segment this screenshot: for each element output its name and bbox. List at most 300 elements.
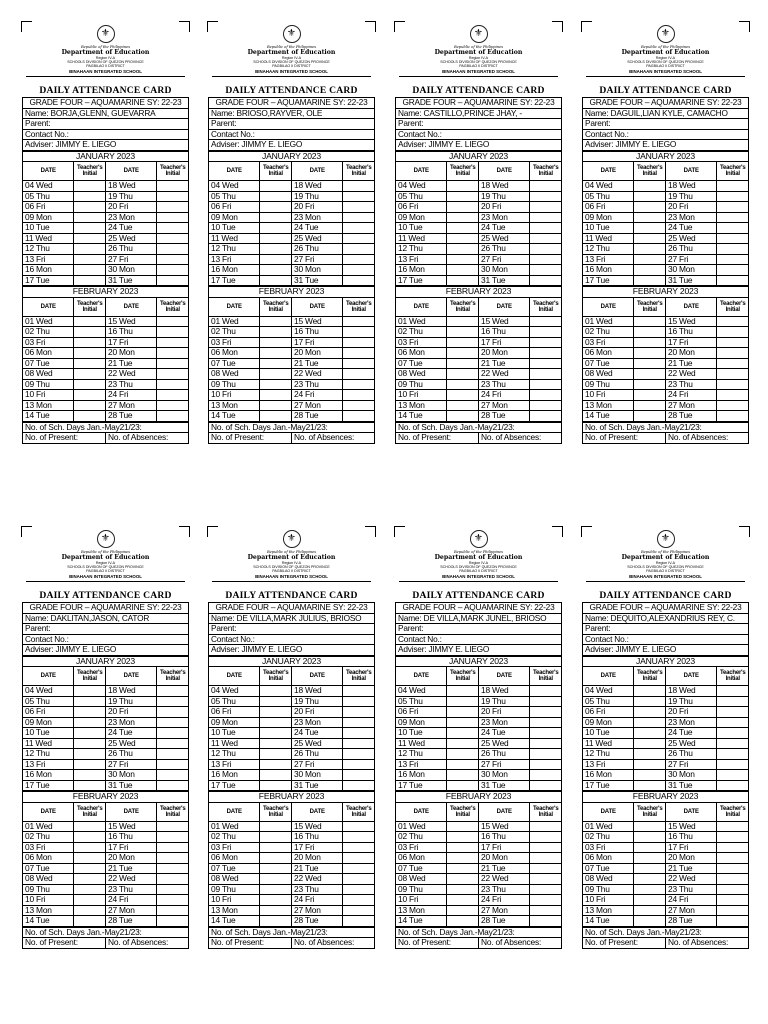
adviser-field: Adviser: JIMMY E. LIEGO: [583, 645, 749, 656]
attendance-row: [23, 254, 189, 265]
date-cell: 22 Wed: [291, 874, 342, 885]
date-cell: 11 Wed: [396, 738, 447, 749]
date-column-header: DATE: [23, 297, 74, 316]
initial-cell: [530, 874, 562, 885]
region-line: Region IV-A: [655, 56, 676, 60]
date-cell: 30 Mon: [105, 770, 156, 781]
attendance-card: [22, 22, 189, 444]
attendance-row: [396, 233, 562, 244]
initial-cell: [447, 275, 479, 286]
date-cell: 21 Tue: [105, 358, 156, 369]
initial-cell: [157, 202, 189, 213]
initial-cell: [260, 749, 292, 760]
initial-cell: [634, 728, 666, 739]
date-column-header: DATE: [665, 667, 716, 686]
initial-cell: [717, 202, 749, 213]
attendance-card: [208, 22, 375, 444]
initial-cell: [717, 738, 749, 749]
crop-mark: [365, 526, 376, 537]
date-cell: 10 Tue: [396, 223, 447, 234]
date-cell: 23 Mon: [478, 717, 529, 728]
parent-field: Parent:: [209, 624, 375, 635]
attendance-row: [583, 884, 749, 895]
initial-cell: [260, 717, 292, 728]
attendance-row: [23, 379, 189, 390]
initial-cell: [157, 832, 189, 843]
date-column-header: DATE: [105, 667, 156, 686]
teachers-initial-column-header: Teacher's Initial: [74, 802, 106, 821]
attendance-row: [396, 821, 562, 832]
date-column-header: DATE: [23, 802, 74, 821]
date-cell: 02 Thu: [583, 327, 634, 338]
date-cell: 21 Tue: [665, 358, 716, 369]
attendance-row: [209, 181, 375, 192]
initial-cell: [260, 212, 292, 223]
date-cell: 13 Fri: [396, 759, 447, 770]
date-cell: 16 Thu: [665, 327, 716, 338]
date-cell: 28 Tue: [105, 411, 156, 422]
attendance-row: [396, 842, 562, 853]
initial-cell: [530, 895, 562, 906]
teachers-initial-column-header: Teacher's Initial: [447, 802, 479, 821]
card-footer: [22, 927, 189, 949]
header-divider: [212, 76, 371, 77]
attendance-row: [583, 265, 749, 276]
initial-cell: [157, 696, 189, 707]
date-cell: 23 Thu: [105, 884, 156, 895]
month-title: FEBRUARY 2023: [23, 792, 189, 803]
initial-cell: [530, 770, 562, 781]
date-cell: 27 Mon: [105, 400, 156, 411]
date-cell: 14 Tue: [209, 411, 260, 422]
date-cell: 01 Wed: [23, 316, 74, 327]
date-cell: 28 Tue: [291, 411, 342, 422]
parent-field: Parent:: [23, 624, 189, 635]
initial-cell: [74, 895, 106, 906]
february-table: [208, 791, 375, 927]
card-footer: [395, 927, 562, 949]
initial-cell: [260, 738, 292, 749]
region-line: Region IV-A: [468, 561, 489, 565]
student-name: Name: DAKLITAN,JASON, CATOR: [23, 613, 189, 624]
date-cell: 16 Thu: [291, 832, 342, 843]
initial-cell: [447, 728, 479, 739]
date-cell: 30 Mon: [665, 770, 716, 781]
date-cell: 05 Thu: [583, 696, 634, 707]
attendance-row: [23, 884, 189, 895]
attendance-row: [209, 749, 375, 760]
date-cell: 09 Thu: [23, 379, 74, 390]
department-line: Department of Education: [434, 49, 523, 56]
attendance-row: [396, 316, 562, 327]
attendance-row: [396, 244, 562, 255]
date-cell: 10 Tue: [396, 728, 447, 739]
date-cell: 28 Tue: [478, 411, 529, 422]
school-line: BINAHAAN INTEGRATED SCHOOL: [69, 68, 142, 74]
initial-cell: [74, 202, 106, 213]
initial-cell: [530, 265, 562, 276]
attendance-row: [23, 874, 189, 885]
initial-cell: [74, 874, 106, 885]
initial-cell: [260, 244, 292, 255]
attendance-row: [209, 780, 375, 791]
initial-cell: [530, 686, 562, 697]
teachers-initial-column-header: Teacher's Initial: [260, 802, 292, 821]
card-title: DAILY ATTENDANCE CARD: [39, 85, 172, 96]
initial-cell: [157, 717, 189, 728]
teachers-initial-column-header: Teacher's Initial: [447, 297, 479, 316]
initial-cell: [343, 738, 375, 749]
absences-field: No. of Absences:: [106, 938, 189, 949]
date-cell: 13 Mon: [23, 905, 74, 916]
date-cell: 27 Mon: [665, 400, 716, 411]
date-cell: 31 Tue: [665, 275, 716, 286]
grade-line: GRADE FOUR – AQUAMARINE SY: 22-23: [583, 98, 749, 109]
attendance-row: [396, 696, 562, 707]
initial-cell: [157, 390, 189, 401]
date-cell: 09 Thu: [583, 884, 634, 895]
attendance-row: [396, 327, 562, 338]
division-line: SCHOOLS DIVISION OF QUEZON PROVINCE: [627, 565, 704, 570]
attendance-row: [23, 358, 189, 369]
date-cell: 05 Thu: [396, 191, 447, 202]
deped-seal-icon: ⚜: [470, 530, 488, 548]
school-days-field: No. of Sch. Days Jan.-May21/23:: [396, 422, 562, 433]
attendance-row: [396, 853, 562, 864]
district-line: PAGBILAO II DISTRICT: [459, 64, 498, 69]
date-cell: 27 Fri: [665, 759, 716, 770]
date-cell: 09 Mon: [23, 717, 74, 728]
department-line: Department of Education: [434, 554, 523, 561]
initial-cell: [717, 223, 749, 234]
initial-cell: [447, 265, 479, 276]
date-cell: 16 Mon: [23, 770, 74, 781]
initial-cell: [530, 233, 562, 244]
date-cell: 11 Wed: [23, 233, 74, 244]
initial-cell: [157, 759, 189, 770]
initial-cell: [343, 905, 375, 916]
date-cell: 24 Tue: [478, 223, 529, 234]
attendance-row: [583, 759, 749, 770]
initial-cell: [717, 358, 749, 369]
date-cell: 13 Mon: [209, 400, 260, 411]
month-title: JANUARY 2023: [209, 151, 375, 162]
date-cell: 15 Wed: [291, 821, 342, 832]
attendance-row: [23, 916, 189, 927]
attendance-row: [396, 379, 562, 390]
date-cell: 13 Mon: [396, 400, 447, 411]
date-cell: 20 Fri: [478, 202, 529, 213]
date-cell: 13 Mon: [583, 400, 634, 411]
deped-seal-icon: ⚜: [97, 25, 115, 43]
date-cell: 24 Fri: [105, 895, 156, 906]
attendance-row: [209, 223, 375, 234]
date-cell: 12 Thu: [396, 244, 447, 255]
initial-cell: [343, 853, 375, 864]
school-days-field: No. of Sch. Days Jan.-May21/23:: [23, 927, 189, 938]
initial-cell: [447, 717, 479, 728]
date-cell: 10 Fri: [583, 895, 634, 906]
initial-cell: [260, 275, 292, 286]
initial-cell: [634, 358, 666, 369]
date-cell: 18 Wed: [105, 181, 156, 192]
teachers-initial-column-header: Teacher's Initial: [343, 297, 375, 316]
attendance-row: [23, 895, 189, 906]
attendance-row: [23, 717, 189, 728]
date-cell: 09 Mon: [209, 717, 260, 728]
school-line: BINAHAAN INTEGRATED SCHOOL: [629, 68, 702, 74]
student-info: [22, 97, 189, 151]
initial-cell: [717, 884, 749, 895]
date-cell: 20 Mon: [105, 348, 156, 359]
initial-cell: [530, 254, 562, 265]
initial-cell: [717, 916, 749, 927]
parent-field: Parent:: [396, 119, 562, 130]
date-cell: 02 Thu: [583, 832, 634, 843]
initial-cell: [447, 884, 479, 895]
date-cell: 07 Tue: [396, 863, 447, 874]
attendance-row: [23, 853, 189, 864]
student-info: [208, 97, 375, 151]
initial-cell: [530, 411, 562, 422]
date-cell: 26 Thu: [478, 749, 529, 760]
attendance-row: [209, 853, 375, 864]
initial-cell: [260, 905, 292, 916]
initial-cell: [260, 358, 292, 369]
month-title: FEBRUARY 2023: [583, 792, 749, 803]
date-cell: 31 Tue: [291, 780, 342, 791]
initial-cell: [717, 400, 749, 411]
initial-cell: [343, 202, 375, 213]
attendance-row: [583, 233, 749, 244]
initial-cell: [343, 707, 375, 718]
attendance-row: [583, 244, 749, 255]
attendance-row: [23, 728, 189, 739]
date-column-header: DATE: [291, 802, 342, 821]
initial-cell: [260, 770, 292, 781]
card-title: DAILY ATTENDANCE CARD: [412, 590, 545, 601]
present-field: No. of Present:: [209, 938, 292, 949]
initial-cell: [447, 316, 479, 327]
date-cell: 02 Thu: [23, 327, 74, 338]
attendance-row: [583, 379, 749, 390]
date-cell: 23 Mon: [665, 717, 716, 728]
date-cell: 15 Wed: [478, 316, 529, 327]
initial-cell: [157, 316, 189, 327]
attendance-row: [583, 895, 749, 906]
initial-cell: [530, 905, 562, 916]
initial-cell: [343, 749, 375, 760]
absences-field: No. of Absences:: [292, 938, 375, 949]
february-table: [208, 286, 375, 422]
date-cell: 27 Mon: [291, 400, 342, 411]
date-cell: 17 Fri: [478, 337, 529, 348]
contact-field: Contact No.:: [23, 129, 189, 140]
attendance-card: [395, 527, 562, 949]
absences-field: No. of Absences:: [292, 433, 375, 444]
date-cell: 20 Fri: [291, 707, 342, 718]
initial-cell: [74, 728, 106, 739]
attendance-row: [396, 212, 562, 223]
student-info: [22, 602, 189, 656]
grade-line: GRADE FOUR – AQUAMARINE SY: 22-23: [396, 603, 562, 614]
date-cell: 14 Tue: [396, 916, 447, 927]
date-cell: 17 Tue: [396, 780, 447, 791]
teachers-initial-column-header: Teacher's Initial: [343, 667, 375, 686]
initial-cell: [157, 411, 189, 422]
date-cell: 03 Fri: [23, 842, 74, 853]
card-header: [208, 527, 375, 590]
date-column-header: DATE: [665, 297, 716, 316]
attendance-row: [583, 316, 749, 327]
attendance-row: [396, 337, 562, 348]
grade-line: GRADE FOUR – AQUAMARINE SY: 22-23: [23, 603, 189, 614]
student-info: [395, 602, 562, 656]
initial-cell: [634, 202, 666, 213]
initial-cell: [343, 874, 375, 885]
date-cell: 27 Mon: [105, 905, 156, 916]
initial-cell: [74, 686, 106, 697]
date-cell: 07 Tue: [209, 863, 260, 874]
date-cell: 18 Wed: [478, 181, 529, 192]
attendance-row: [396, 686, 562, 697]
crop-mark: [207, 21, 218, 32]
teachers-initial-column-header: Teacher's Initial: [530, 297, 562, 316]
initial-cell: [157, 275, 189, 286]
date-cell: 10 Fri: [23, 390, 74, 401]
date-column-header: DATE: [209, 297, 260, 316]
initial-cell: [717, 832, 749, 843]
initial-cell: [260, 233, 292, 244]
february-table: [22, 286, 189, 422]
attendance-row: [209, 358, 375, 369]
attendance-row: [583, 181, 749, 192]
date-cell: 23 Thu: [291, 379, 342, 390]
republic-line: Republic of the Philippines: [640, 550, 691, 554]
date-cell: 25 Wed: [665, 738, 716, 749]
initial-cell: [74, 369, 106, 380]
region-line: Region IV-A: [281, 56, 302, 60]
date-cell: 07 Tue: [23, 863, 74, 874]
card-header: [582, 22, 749, 85]
date-cell: 15 Wed: [665, 821, 716, 832]
date-cell: 20 Fri: [665, 707, 716, 718]
date-cell: 23 Mon: [291, 212, 342, 223]
grade-line: GRADE FOUR – AQUAMARINE SY: 22-23: [583, 603, 749, 614]
date-cell: 09 Mon: [396, 212, 447, 223]
attendance-row: [23, 686, 189, 697]
initial-cell: [74, 358, 106, 369]
initial-cell: [530, 327, 562, 338]
initial-cell: [157, 379, 189, 390]
month-title: FEBRUARY 2023: [396, 792, 562, 803]
initial-cell: [343, 327, 375, 338]
date-cell: 06 Fri: [583, 202, 634, 213]
date-cell: 17 Fri: [105, 337, 156, 348]
january-table: [582, 151, 749, 287]
attendance-row: [23, 181, 189, 192]
date-cell: 25 Wed: [478, 233, 529, 244]
division-line: SCHOOLS DIVISION OF QUEZON PROVINCE: [627, 60, 704, 65]
student-info: [582, 602, 749, 656]
date-cell: 18 Wed: [665, 686, 716, 697]
attendance-row: [209, 265, 375, 276]
initial-cell: [157, 821, 189, 832]
date-cell: 31 Tue: [291, 275, 342, 286]
date-cell: 11 Wed: [209, 738, 260, 749]
deped-seal-icon: ⚜: [657, 25, 675, 43]
initial-cell: [447, 254, 479, 265]
initial-cell: [343, 400, 375, 411]
date-column-header: DATE: [478, 297, 529, 316]
initial-cell: [74, 759, 106, 770]
date-cell: 19 Thu: [105, 191, 156, 202]
initial-cell: [343, 390, 375, 401]
division-line: SCHOOLS DIVISION OF QUEZON PROVINCE: [253, 60, 330, 65]
attendance-row: [583, 853, 749, 864]
initial-cell: [260, 411, 292, 422]
date-cell: 17 Tue: [583, 275, 634, 286]
card-title: DAILY ATTENDANCE CARD: [599, 590, 732, 601]
date-cell: 27 Mon: [665, 905, 716, 916]
attendance-row: [23, 223, 189, 234]
initial-cell: [717, 853, 749, 864]
present-field: No. of Present:: [23, 938, 106, 949]
january-table: [208, 151, 375, 287]
attendance-row: [583, 749, 749, 760]
attendance-row: [396, 738, 562, 749]
date-cell: 09 Thu: [396, 379, 447, 390]
initial-cell: [74, 916, 106, 927]
initial-cell: [634, 411, 666, 422]
attendance-row: [23, 832, 189, 843]
date-cell: 11 Wed: [23, 738, 74, 749]
initial-cell: [447, 749, 479, 760]
initial-cell: [343, 348, 375, 359]
initial-cell: [634, 337, 666, 348]
initial-cell: [343, 223, 375, 234]
initial-cell: [157, 895, 189, 906]
present-field: No. of Present:: [396, 938, 479, 949]
teachers-initial-column-header: Teacher's Initial: [717, 162, 749, 181]
crop-mark: [552, 526, 563, 537]
initial-cell: [717, 780, 749, 791]
date-cell: 24 Tue: [478, 728, 529, 739]
initial-cell: [447, 770, 479, 781]
initial-cell: [447, 874, 479, 885]
card-title: DAILY ATTENDANCE CARD: [599, 85, 732, 96]
initial-cell: [530, 863, 562, 874]
attendance-row: [209, 884, 375, 895]
adviser-field: Adviser: JIMMY E. LIEGO: [583, 140, 749, 151]
date-cell: 12 Thu: [23, 244, 74, 255]
initial-cell: [74, 191, 106, 202]
crop-mark: [581, 526, 592, 537]
initial-cell: [260, 832, 292, 843]
date-cell: 13 Fri: [23, 759, 74, 770]
date-cell: 31 Tue: [478, 275, 529, 286]
absences-field: No. of Absences:: [666, 433, 749, 444]
attendance-row: [583, 400, 749, 411]
card-header: [208, 22, 375, 85]
initial-cell: [634, 348, 666, 359]
initial-cell: [530, 400, 562, 411]
date-cell: 20 Fri: [105, 202, 156, 213]
date-column-header: DATE: [209, 162, 260, 181]
initial-cell: [157, 337, 189, 348]
month-title: FEBRUARY 2023: [23, 287, 189, 298]
attendance-row: [396, 369, 562, 380]
